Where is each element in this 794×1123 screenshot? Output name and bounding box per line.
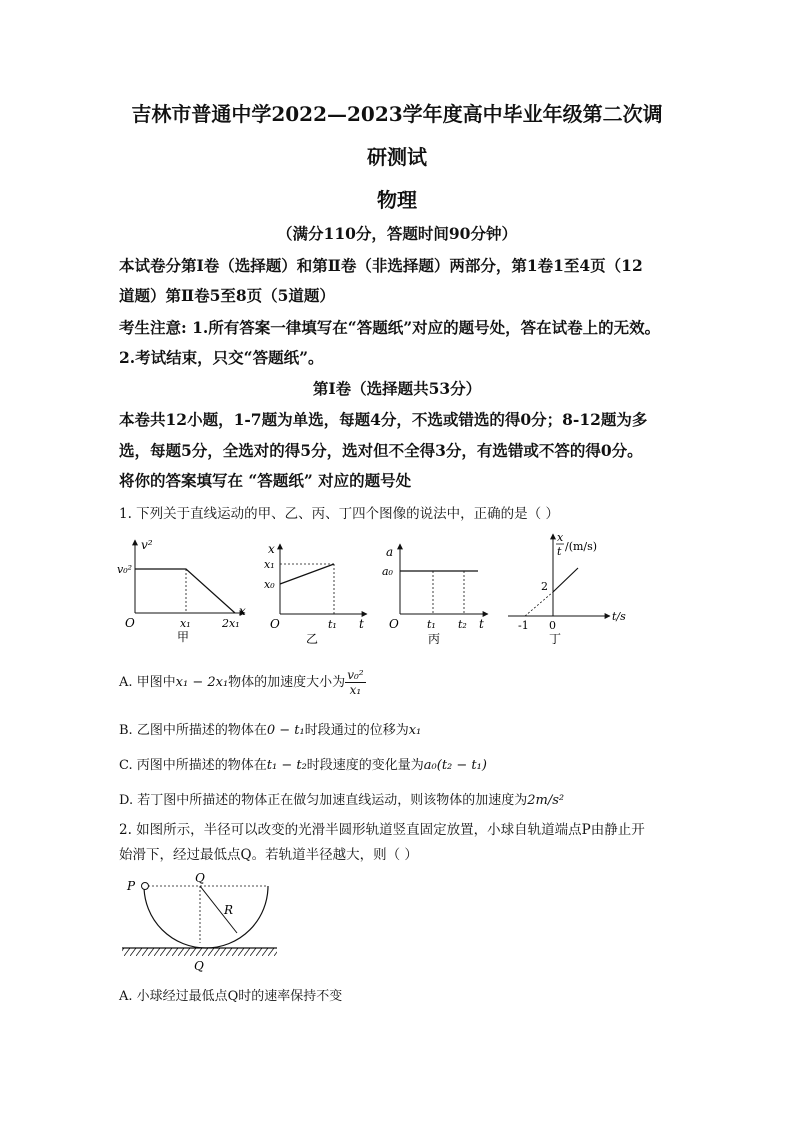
structure-line1: 本试卷分第Ⅰ卷（选择题）和第Ⅱ卷（非选择题）两部分，第1卷1至4页（12: [119, 256, 643, 275]
yi-origin: O: [270, 617, 280, 631]
yi-ylabel: x: [268, 542, 275, 556]
q1-option-a: A. 甲图中x₁ − 2x₁物体的加速度大小为 $\frac{\text{v₀²}}{\text{x₁}}$: [119, 668, 364, 697]
jia-caption: 甲: [177, 630, 190, 644]
score-time: （满分110分，答题时间90分钟）: [277, 224, 517, 243]
yi-caption: 乙: [306, 632, 319, 645]
bing-y0: a₀: [382, 565, 393, 578]
exam-title-line2: 研测试: [367, 145, 427, 169]
jia-curve: [135, 569, 235, 613]
yi-y1: x₁: [264, 558, 275, 571]
q1-option-d: D. 若丁图中所描述的物体正在做匀加速直线运动，则该物体的加速度为2m/s²: [119, 793, 565, 808]
semicircle-track: [144, 886, 268, 948]
bing-ylabel: a: [386, 545, 394, 559]
exam-title-line1: 吉林市普通中学2022—2023学年度高中毕业年级第二次调: [131, 102, 663, 126]
ding-xtick0: 0: [549, 619, 556, 632]
section1-heading: 第Ⅰ卷（选择题共53分）: [312, 379, 482, 398]
q1-stem: 1. 下列关于直线运动的甲、乙、丙、丁四个图像的说法中，正确的是（ ）: [119, 506, 559, 522]
bing-t1: t₁: [427, 618, 436, 631]
q1-option-c: C. 丙图中所描述的物体在t₁ − t₂时段速度的变化量为a₀(t₂ − t₁): [119, 758, 487, 773]
q1-option-b: B. 乙图中所描述的物体在0 − t₁时段通过的位移为x₁: [119, 723, 422, 738]
label-p: P: [127, 879, 136, 893]
graph-ding: [500, 528, 640, 645]
yi-line: [280, 564, 334, 584]
q2-stem-line1: 2. 如图所示，半径可以改变的光滑半圆形轨道竖直固定放置，小球自轨道端点P由静止开: [119, 822, 645, 838]
ding-dash: [525, 592, 553, 616]
semicircle-track-diagram: [118, 868, 283, 976]
yi-xaxis: t: [359, 617, 364, 631]
label-r: R: [224, 903, 234, 917]
graph-jia: [115, 535, 255, 645]
ding-xaxis: t/s: [612, 610, 626, 623]
bing-caption: 丙: [428, 632, 441, 645]
note2: 2.考试结束，只交“答题纸”。: [119, 348, 324, 367]
ding-yunit: /(m/s): [565, 540, 598, 553]
section1-desc1: 本卷共12小题，1-7题为单选，每题4分，不选或错选的得0分；8-12题为多: [119, 410, 648, 429]
bing-t2: t₂: [458, 618, 467, 631]
graph-bing: [380, 540, 495, 645]
ding-ylabel-num: x: [557, 531, 564, 544]
jia-xaxis: x: [239, 604, 246, 618]
ball: [142, 883, 149, 890]
ground-hatch: [122, 948, 277, 956]
q2-stem-line2: 始滑下，经过最低点Q。若轨道半径越大，则（ ）: [119, 847, 418, 863]
subject-title: 物理: [377, 188, 417, 212]
jia-y0: v₀²: [117, 563, 133, 576]
q2-option-a: A. 小球经过最低点Q时的速率保持不变: [119, 989, 343, 1004]
yi-t1: t₁: [328, 618, 337, 631]
bing-origin: O: [389, 617, 399, 631]
label-q-top: Q: [195, 871, 205, 885]
ding-ylabel-den: t: [557, 545, 562, 558]
ding-caption: 丁: [549, 632, 562, 645]
jia-x2: 2x₁: [222, 617, 240, 630]
section1-desc2: 选，每题5分，全选对的得5分，选对但不全得3分，有选错或不答的得0分。: [119, 441, 643, 460]
ding-ytick: 2: [541, 580, 548, 593]
ding-line: [553, 568, 578, 592]
graph-yi: [262, 540, 372, 645]
note1: 考生注意: 1.所有答案一律填写在“答题纸”对应的题号处，答在试卷上的无效。: [119, 318, 661, 337]
label-q-bottom: Q: [194, 959, 204, 973]
jia-x1: x₁: [180, 617, 191, 630]
structure-line2: 道题）第Ⅱ卷5至8页（5道题）: [119, 286, 335, 305]
ding-xtick-neg: -1: [518, 619, 529, 632]
yi-y0: x₀: [264, 578, 275, 591]
jia-origin: O: [125, 616, 135, 630]
bing-xaxis: t: [479, 617, 484, 631]
section1-desc3: 将你的答案填写在 “答题纸” 对应的题号处: [119, 471, 412, 490]
jia-ylabel: v²: [141, 538, 153, 552]
